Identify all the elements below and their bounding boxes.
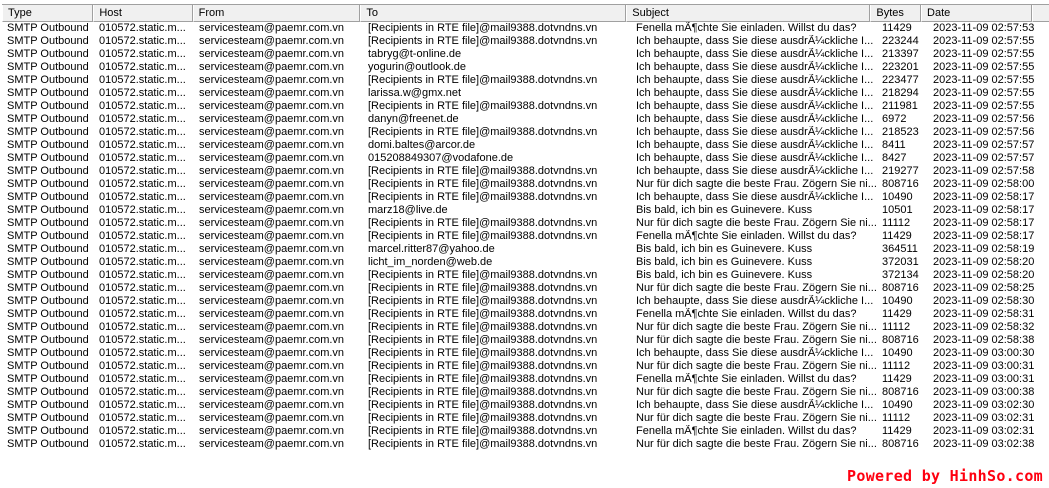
- type-cell: SMTP Outbound: [7, 256, 89, 268]
- from-cell: servicesteam@paemr.com.vn: [199, 256, 345, 268]
- table-row[interactable]: [2, 100, 1049, 113]
- date-cell: 2023-11-09 03:00:31: [933, 373, 1035, 385]
- bytes-cell: 808716: [882, 334, 919, 346]
- date-cell: 2023-11-09 02:57:53: [933, 22, 1035, 34]
- subject-cell: Nur für dich sagte die beste Frau. Zögern Sie ni...: [636, 386, 877, 398]
- date-cell: 2023-11-09 02:58:19: [933, 243, 1035, 255]
- table-row[interactable]: [2, 61, 1049, 74]
- bytes-cell: 223244: [882, 35, 919, 47]
- from-cell: servicesteam@paemr.com.vn: [199, 347, 345, 359]
- bytes-cell: 372134: [882, 269, 919, 281]
- bytes-cell: 808716: [882, 282, 919, 294]
- bytes-cell: 218294: [882, 87, 919, 99]
- table-row[interactable]: [2, 191, 1049, 204]
- date-cell: 2023-11-09 02:58:17: [933, 204, 1035, 216]
- subject-cell: Ich behaupte, dass Sie diese ausdrÃ¼ckliche I...: [636, 152, 874, 164]
- bytes-cell: 10490: [882, 191, 913, 203]
- from-cell: servicesteam@paemr.com.vn: [199, 334, 345, 346]
- column-header-from[interactable]: From: [193, 5, 361, 22]
- bytes-cell: 11429: [882, 373, 912, 385]
- host-cell: 010572.static.m...: [99, 243, 186, 255]
- column-header-bytes[interactable]: Bytes: [870, 5, 921, 22]
- table-row[interactable]: [2, 360, 1049, 373]
- type-cell: SMTP Outbound: [7, 191, 89, 203]
- type-cell: SMTP Outbound: [7, 165, 89, 177]
- date-cell: 2023-11-09 02:58:38: [933, 334, 1035, 346]
- host-cell: 010572.static.m...: [99, 217, 186, 229]
- subject-cell: Fenella mÃ¶chte Sie einladen. Willst du das?: [636, 373, 857, 385]
- subject-cell: Ich behaupte, dass Sie diese ausdrÃ¼ckliche I...: [636, 347, 874, 359]
- subject-cell: Bis bald, ich bin es Guinevere. Kuss: [636, 243, 813, 255]
- host-cell: 010572.static.m...: [99, 347, 186, 359]
- from-cell: servicesteam@paemr.com.vn: [199, 139, 345, 151]
- from-cell: servicesteam@paemr.com.vn: [199, 191, 345, 203]
- table-row[interactable]: [2, 204, 1049, 217]
- host-cell: 010572.static.m...: [99, 282, 186, 294]
- date-cell: 2023-11-09 02:58:20: [933, 269, 1035, 281]
- from-cell: servicesteam@paemr.com.vn: [199, 113, 345, 125]
- subject-cell: Fenella mÃ¶chte Sie einladen. Willst du das?: [636, 308, 857, 320]
- type-cell: SMTP Outbound: [7, 139, 89, 151]
- table-row[interactable]: [2, 269, 1049, 282]
- table-row[interactable]: [2, 126, 1049, 139]
- type-cell: SMTP Outbound: [7, 74, 89, 86]
- from-cell: servicesteam@paemr.com.vn: [199, 295, 345, 307]
- from-cell: servicesteam@paemr.com.vn: [199, 321, 345, 333]
- subject-cell: Nur für dich sagte die beste Frau. Zögern Sie ni...: [636, 438, 877, 450]
- table-body: [2, 22, 1049, 451]
- table-row[interactable]: [2, 386, 1049, 399]
- to-cell: licht_im_norden@web.de: [368, 256, 493, 268]
- host-cell: 010572.static.m...: [99, 100, 186, 112]
- subject-cell: Ich behaupte, dass Sie diese ausdrÃ¼ckliche I...: [636, 61, 874, 73]
- bytes-cell: 11112: [882, 217, 911, 229]
- to-cell: [Recipients in RTE file]@mail9388.dotvndns.vn: [368, 295, 598, 307]
- from-cell: servicesteam@paemr.com.vn: [199, 126, 345, 138]
- bytes-cell: 11429: [882, 308, 912, 320]
- type-cell: SMTP Outbound: [7, 269, 89, 281]
- bytes-cell: 11429: [882, 230, 912, 242]
- to-cell: [Recipients in RTE file]@mail9388.dotvndns.vn: [368, 74, 598, 86]
- host-cell: 010572.static.m...: [99, 334, 186, 346]
- host-cell: 010572.static.m...: [99, 399, 186, 411]
- bytes-cell: 10490: [882, 399, 913, 411]
- type-cell: SMTP Outbound: [7, 438, 89, 450]
- date-cell: 2023-11-09 03:00:31: [933, 360, 1035, 372]
- host-cell: 010572.static.m...: [99, 269, 186, 281]
- type-cell: SMTP Outbound: [7, 399, 89, 411]
- date-cell: 2023-11-09 02:57:55: [933, 74, 1035, 86]
- table-row[interactable]: [2, 334, 1049, 347]
- subject-cell: Ich behaupte, dass Sie diese ausdrÃ¼ckliche I...: [636, 87, 874, 99]
- from-cell: servicesteam@paemr.com.vn: [199, 243, 345, 255]
- subject-cell: Ich behaupte, dass Sie diese ausdrÃ¼ckliche I...: [636, 191, 874, 203]
- host-cell: 010572.static.m...: [99, 360, 186, 372]
- subject-cell: Nur für dich sagte die beste Frau. Zögern Sie ni...: [636, 217, 877, 229]
- date-cell: 2023-11-09 02:58:32: [933, 321, 1035, 333]
- date-cell: 2023-11-09 02:58:17: [933, 217, 1035, 229]
- date-cell: 2023-11-09 03:02:31: [933, 412, 1035, 424]
- date-cell: 2023-11-09 02:57:55: [933, 100, 1035, 112]
- to-cell: [Recipients in RTE file]@mail9388.dotvndns.vn: [368, 178, 598, 190]
- bytes-cell: 11429: [882, 425, 912, 437]
- to-cell: [Recipients in RTE file]@mail9388.dotvndns.vn: [368, 165, 598, 177]
- date-cell: 2023-11-09 02:57:55: [933, 48, 1035, 60]
- type-cell: SMTP Outbound: [7, 386, 89, 398]
- subject-cell: Fenella mÃ¶chte Sie einladen. Willst du das?: [636, 425, 857, 437]
- host-cell: 010572.static.m...: [99, 321, 186, 333]
- to-cell: [Recipients in RTE file]@mail9388.dotvndns.vn: [368, 425, 598, 437]
- to-cell: larissa.w@gmx.net: [368, 87, 462, 99]
- bytes-cell: 10490: [882, 347, 913, 359]
- subject-cell: Nur für dich sagte die beste Frau. Zögern Sie ni...: [636, 178, 877, 190]
- from-cell: servicesteam@paemr.com.vn: [199, 425, 345, 437]
- type-cell: SMTP Outbound: [7, 100, 89, 112]
- from-cell: servicesteam@paemr.com.vn: [199, 308, 345, 320]
- subject-cell: Ich behaupte, dass Sie diese ausdrÃ¼ckliche I...: [636, 35, 874, 47]
- host-cell: 010572.static.m...: [99, 204, 186, 216]
- from-cell: servicesteam@paemr.com.vn: [199, 282, 345, 294]
- type-cell: SMTP Outbound: [7, 230, 89, 242]
- column-header-extra[interactable]: [1032, 5, 1049, 22]
- subject-cell: Ich behaupte, dass Sie diese ausdrÃ¼ckliche I...: [636, 126, 874, 138]
- table-row[interactable]: [2, 412, 1049, 425]
- date-cell: 2023-11-09 03:02:31: [933, 425, 1035, 437]
- date-cell: 2023-11-09 02:58:31: [933, 308, 1035, 320]
- from-cell: servicesteam@paemr.com.vn: [199, 412, 345, 424]
- from-cell: servicesteam@paemr.com.vn: [199, 74, 345, 86]
- column-header-to[interactable]: To: [360, 5, 626, 22]
- bytes-cell: 11112: [882, 360, 911, 372]
- from-cell: servicesteam@paemr.com.vn: [199, 35, 345, 47]
- bytes-cell: 364511: [882, 243, 918, 255]
- type-cell: SMTP Outbound: [7, 217, 89, 229]
- host-cell: 010572.static.m...: [99, 308, 186, 320]
- host-cell: 010572.static.m...: [99, 48, 186, 60]
- bytes-cell: 808716: [882, 386, 919, 398]
- table-row[interactable]: [2, 74, 1049, 87]
- date-cell: 2023-11-09 02:58:17: [933, 191, 1035, 203]
- from-cell: servicesteam@paemr.com.vn: [199, 438, 345, 450]
- to-cell: [Recipients in RTE file]@mail9388.dotvndns.vn: [368, 22, 598, 34]
- type-cell: SMTP Outbound: [7, 308, 89, 320]
- host-cell: 010572.static.m...: [99, 425, 186, 437]
- table-row[interactable]: [2, 321, 1049, 334]
- date-cell: 2023-11-09 02:57:56: [933, 113, 1035, 125]
- subject-cell: Nur für dich sagte die beste Frau. Zögern Sie ni...: [636, 282, 877, 294]
- from-cell: servicesteam@paemr.com.vn: [199, 100, 345, 112]
- to-cell: [Recipients in RTE file]@mail9388.dotvndns.vn: [368, 399, 598, 411]
- to-cell: [Recipients in RTE file]@mail9388.dotvndns.vn: [368, 100, 598, 112]
- table-row[interactable]: [2, 87, 1049, 100]
- bytes-cell: 6972: [882, 113, 907, 125]
- watermark: Powered by HinhSo.com: [847, 467, 1043, 485]
- type-cell: SMTP Outbound: [7, 321, 89, 333]
- from-cell: servicesteam@paemr.com.vn: [199, 48, 345, 60]
- subject-cell: Bis bald, ich bin es Guinevere. Kuss: [636, 256, 813, 268]
- date-cell: 2023-11-09 03:02:30: [933, 399, 1035, 411]
- from-cell: servicesteam@paemr.com.vn: [199, 386, 345, 398]
- subject-cell: Ich behaupte, dass Sie diese ausdrÃ¼ckliche I...: [636, 295, 874, 307]
- date-cell: 2023-11-09 02:57:55: [933, 87, 1035, 99]
- type-cell: SMTP Outbound: [7, 373, 89, 385]
- host-cell: 010572.static.m...: [99, 152, 186, 164]
- from-cell: servicesteam@paemr.com.vn: [199, 22, 345, 34]
- date-cell: 2023-11-09 02:58:00: [933, 178, 1035, 190]
- type-cell: SMTP Outbound: [7, 347, 89, 359]
- to-cell: [Recipients in RTE file]@mail9388.dotvndns.vn: [368, 321, 598, 333]
- column-headers: [2, 4, 1049, 22]
- type-cell: SMTP Outbound: [7, 334, 89, 346]
- column-header-type[interactable]: Type: [2, 5, 93, 22]
- to-cell: [Recipients in RTE file]@mail9388.dotvndns.vn: [368, 269, 598, 281]
- table-row[interactable]: [2, 295, 1049, 308]
- type-cell: SMTP Outbound: [7, 178, 89, 190]
- table-row[interactable]: [2, 399, 1049, 412]
- to-cell: [Recipients in RTE file]@mail9388.dotvndns.vn: [368, 35, 598, 47]
- table-row[interactable]: [2, 165, 1049, 178]
- table-row[interactable]: [2, 178, 1049, 191]
- date-cell: 2023-11-09 02:58:25: [933, 282, 1035, 294]
- column-header-subject[interactable]: Subject: [626, 5, 870, 22]
- subject-cell: Nur für dich sagte die beste Frau. Zögern Sie ni...: [636, 334, 877, 346]
- type-cell: SMTP Outbound: [7, 412, 89, 424]
- to-cell: [Recipients in RTE file]@mail9388.dotvndns.vn: [368, 191, 598, 203]
- subject-cell: Nur für dich sagte die beste Frau. Zögern Sie ni...: [636, 360, 877, 372]
- type-cell: SMTP Outbound: [7, 152, 89, 164]
- table-row[interactable]: [2, 22, 1049, 35]
- from-cell: servicesteam@paemr.com.vn: [199, 360, 345, 372]
- from-cell: servicesteam@paemr.com.vn: [199, 178, 345, 190]
- subject-cell: Bis bald, ich bin es Guinevere. Kuss: [636, 204, 813, 216]
- from-cell: servicesteam@paemr.com.vn: [199, 204, 345, 216]
- host-cell: 010572.static.m...: [99, 74, 186, 86]
- subject-cell: Ich behaupte, dass Sie diese ausdrÃ¼ckliche I...: [636, 113, 874, 125]
- bytes-cell: 11112: [882, 321, 911, 333]
- host-cell: 010572.static.m...: [99, 126, 186, 138]
- to-cell: [Recipients in RTE file]@mail9388.dotvndns.vn: [368, 412, 598, 424]
- type-cell: SMTP Outbound: [7, 22, 89, 34]
- from-cell: servicesteam@paemr.com.vn: [199, 399, 345, 411]
- column-header-host[interactable]: Host: [93, 5, 192, 22]
- subject-cell: Bis bald, ich bin es Guinevere. Kuss: [636, 269, 813, 281]
- to-cell: [Recipients in RTE file]@mail9388.dotvndns.vn: [368, 347, 598, 359]
- to-cell: [Recipients in RTE file]@mail9388.dotvndns.vn: [368, 282, 598, 294]
- date-cell: 2023-11-09 02:57:56: [933, 126, 1035, 138]
- table-row[interactable]: [2, 35, 1049, 48]
- bytes-cell: 213397: [882, 48, 919, 60]
- date-cell: 2023-11-09 02:58:30: [933, 295, 1035, 307]
- to-cell: yogurin@outlook.de: [368, 61, 467, 73]
- bytes-cell: 218523: [882, 126, 919, 138]
- host-cell: 010572.static.m...: [99, 178, 186, 190]
- bytes-cell: 808716: [882, 438, 919, 450]
- table-row[interactable]: [2, 230, 1049, 243]
- table-row[interactable]: [2, 152, 1049, 165]
- from-cell: servicesteam@paemr.com.vn: [199, 152, 345, 164]
- from-cell: servicesteam@paemr.com.vn: [199, 217, 345, 229]
- type-cell: SMTP Outbound: [7, 360, 89, 372]
- bytes-cell: 10490: [882, 295, 913, 307]
- bytes-cell: 10501: [882, 204, 913, 216]
- to-cell: [Recipients in RTE file]@mail9388.dotvndns.vn: [368, 360, 598, 372]
- table-row[interactable]: [2, 48, 1049, 61]
- host-cell: 010572.static.m...: [99, 22, 186, 34]
- to-cell: [Recipients in RTE file]@mail9388.dotvndns.vn: [368, 308, 598, 320]
- subject-cell: Fenella mÃ¶chte Sie einladen. Willst du das?: [636, 22, 857, 34]
- table-row[interactable]: [2, 256, 1049, 269]
- table-row[interactable]: [2, 373, 1049, 386]
- subject-cell: Ich behaupte, dass Sie diese ausdrÃ¼ckliche I...: [636, 165, 874, 177]
- table-row[interactable]: [2, 217, 1049, 230]
- to-cell: [Recipients in RTE file]@mail9388.dotvndns.vn: [368, 230, 598, 242]
- to-cell: [Recipients in RTE file]@mail9388.dotvndns.vn: [368, 386, 598, 398]
- subject-cell: Fenella mÃ¶chte Sie einladen. Willst du das?: [636, 230, 857, 242]
- to-cell: 015208849307@vodafone.de: [368, 152, 514, 164]
- host-cell: 010572.static.m...: [99, 87, 186, 99]
- to-cell: [Recipients in RTE file]@mail9388.dotvndns.vn: [368, 334, 598, 346]
- type-cell: SMTP Outbound: [7, 126, 89, 138]
- date-cell: 2023-11-09 02:57:55: [933, 61, 1035, 73]
- host-cell: 010572.static.m...: [99, 295, 186, 307]
- date-cell: 2023-11-09 02:57:55: [933, 35, 1035, 47]
- host-cell: 010572.static.m...: [99, 139, 186, 151]
- to-cell: [Recipients in RTE file]@mail9388.dotvndns.vn: [368, 217, 598, 229]
- table-row[interactable]: [2, 425, 1049, 438]
- bytes-cell: 11429: [882, 22, 912, 34]
- host-cell: 010572.static.m...: [99, 113, 186, 125]
- bytes-cell: 223201: [882, 61, 919, 73]
- table-row[interactable]: [2, 438, 1049, 451]
- type-cell: SMTP Outbound: [7, 61, 89, 73]
- host-cell: 010572.static.m...: [99, 35, 186, 47]
- table-row[interactable]: [2, 282, 1049, 295]
- type-cell: SMTP Outbound: [7, 87, 89, 99]
- date-cell: 2023-11-09 02:58:20: [933, 256, 1035, 268]
- subject-cell: Ich behaupte, dass Sie diese ausdrÃ¼ckliche I...: [636, 100, 874, 112]
- host-cell: 010572.static.m...: [99, 230, 186, 242]
- bytes-cell: 219277: [882, 165, 919, 177]
- type-cell: SMTP Outbound: [7, 295, 89, 307]
- subject-cell: Nur für dich sagte die beste Frau. Zögern Sie ni...: [636, 321, 877, 333]
- host-cell: 010572.static.m...: [99, 191, 186, 203]
- type-cell: SMTP Outbound: [7, 35, 89, 47]
- subject-cell: Ich behaupte, dass Sie diese ausdrÃ¼ckliche I...: [636, 399, 874, 411]
- bytes-cell: 11112: [882, 412, 911, 424]
- from-cell: servicesteam@paemr.com.vn: [199, 87, 345, 99]
- bytes-cell: 372031: [882, 256, 919, 268]
- bytes-cell: 223477: [882, 74, 919, 86]
- host-cell: 010572.static.m...: [99, 386, 186, 398]
- table-row[interactable]: [2, 347, 1049, 360]
- from-cell: servicesteam@paemr.com.vn: [199, 61, 345, 73]
- type-cell: SMTP Outbound: [7, 113, 89, 125]
- host-cell: 010572.static.m...: [99, 256, 186, 268]
- date-cell: 2023-11-09 02:57:57: [933, 139, 1035, 151]
- host-cell: 010572.static.m...: [99, 412, 186, 424]
- date-cell: 2023-11-09 03:02:38: [933, 438, 1035, 450]
- to-cell: [Recipients in RTE file]@mail9388.dotvndns.vn: [368, 126, 598, 138]
- to-cell: domi.baltes@arcor.de: [368, 139, 476, 151]
- date-cell: 2023-11-09 02:57:57: [933, 152, 1035, 164]
- subject-cell: Ich behaupte, dass Sie diese ausdrÃ¼ckliche I...: [636, 48, 874, 60]
- bytes-cell: 8427: [882, 152, 907, 164]
- to-cell: tabryg@t-online.de: [368, 48, 462, 60]
- column-header-date[interactable]: Date: [921, 5, 1032, 22]
- type-cell: SMTP Outbound: [7, 48, 89, 60]
- table-row[interactable]: [2, 308, 1049, 321]
- bytes-cell: 808716: [882, 178, 919, 190]
- type-cell: SMTP Outbound: [7, 282, 89, 294]
- table-row[interactable]: [2, 113, 1049, 126]
- to-cell: marz18@live.de: [368, 204, 448, 216]
- date-cell: 2023-11-09 02:58:17: [933, 230, 1035, 242]
- from-cell: servicesteam@paemr.com.vn: [199, 269, 345, 281]
- message-list[interactable]: [2, 4, 1049, 451]
- from-cell: servicesteam@paemr.com.vn: [199, 165, 345, 177]
- to-cell: marcel.ritter87@yahoo.de: [368, 243, 495, 255]
- table-row[interactable]: [2, 243, 1049, 256]
- bytes-cell: 8411: [882, 139, 906, 151]
- type-cell: SMTP Outbound: [7, 243, 89, 255]
- subject-cell: Ich behaupte, dass Sie diese ausdrÃ¼ckliche I...: [636, 139, 874, 151]
- to-cell: [Recipients in RTE file]@mail9388.dotvndns.vn: [368, 373, 598, 385]
- subject-cell: Ich behaupte, dass Sie diese ausdrÃ¼ckliche I...: [636, 74, 874, 86]
- to-cell: danyn@freenet.de: [368, 113, 459, 125]
- table-row[interactable]: [2, 139, 1049, 152]
- host-cell: 010572.static.m...: [99, 61, 186, 73]
- host-cell: 010572.static.m...: [99, 438, 186, 450]
- type-cell: SMTP Outbound: [7, 204, 89, 216]
- to-cell: [Recipients in RTE file]@mail9388.dotvndns.vn: [368, 438, 598, 450]
- subject-cell: Nur für dich sagte die beste Frau. Zögern Sie ni...: [636, 412, 877, 424]
- date-cell: 2023-11-09 02:57:58: [933, 165, 1035, 177]
- date-cell: 2023-11-09 03:00:38: [933, 386, 1035, 398]
- from-cell: servicesteam@paemr.com.vn: [199, 373, 345, 385]
- date-cell: 2023-11-09 03:00:30: [933, 347, 1035, 359]
- from-cell: servicesteam@paemr.com.vn: [199, 230, 345, 242]
- type-cell: SMTP Outbound: [7, 425, 89, 437]
- host-cell: 010572.static.m...: [99, 165, 186, 177]
- bytes-cell: 211981: [882, 100, 918, 112]
- host-cell: 010572.static.m...: [99, 373, 186, 385]
